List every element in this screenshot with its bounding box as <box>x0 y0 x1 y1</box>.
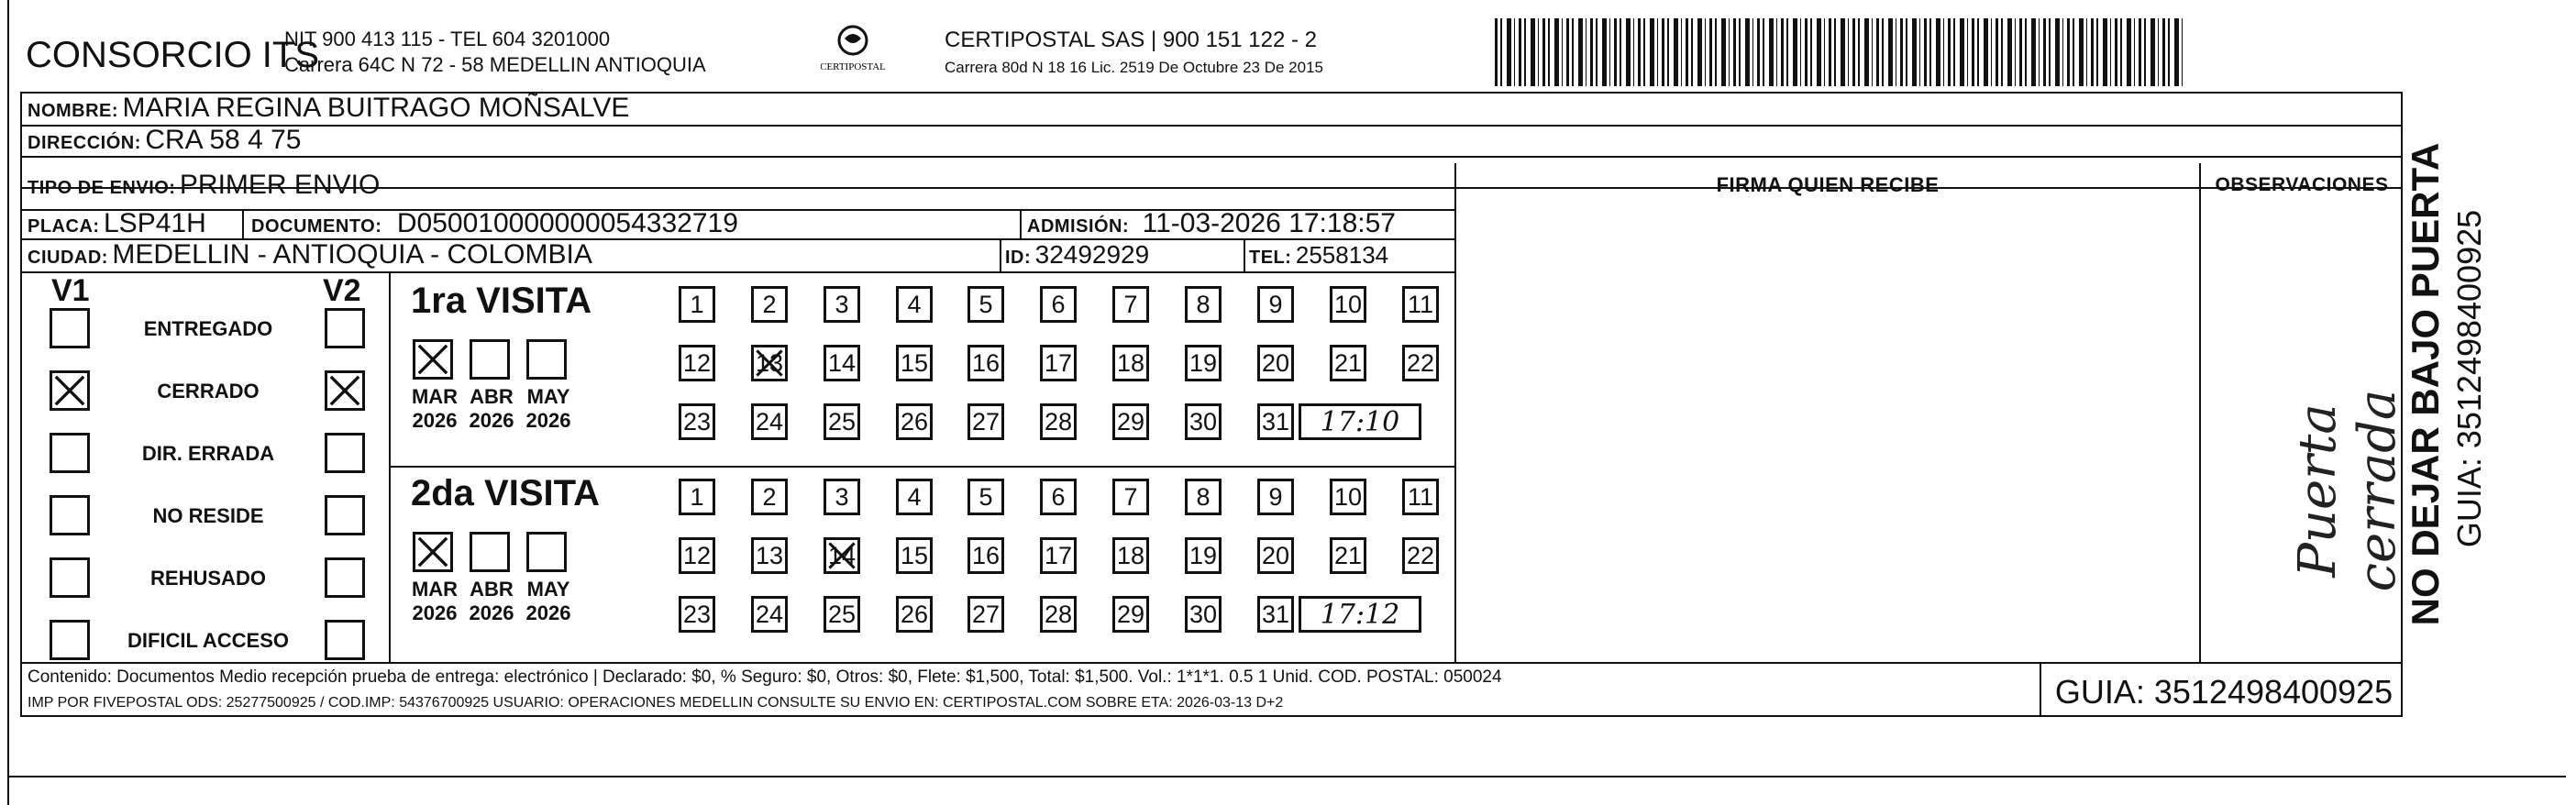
firma-divider <box>1454 163 1456 664</box>
day-number: 18 <box>1116 348 1145 377</box>
day-number: 14 <box>827 348 857 377</box>
day-box[interactable] <box>967 537 1004 574</box>
tipo-label: TIPO DE ENVIO: <box>28 178 176 198</box>
day-box[interactable] <box>751 403 788 440</box>
day-number: 10 <box>1333 290 1363 318</box>
day-number: 5 <box>978 482 993 511</box>
time-box[interactable] <box>1299 596 1421 633</box>
day-number: 7 <box>1123 290 1138 318</box>
day-box[interactable] <box>751 345 788 381</box>
day-box[interactable] <box>1257 537 1294 574</box>
day-number: 23 <box>682 407 712 436</box>
ciudad-row <box>28 240 592 274</box>
nombre-label: NOMBRE: <box>28 101 119 121</box>
day-box[interactable] <box>896 403 933 440</box>
month-name: MAY <box>526 578 570 601</box>
day-number: 8 <box>1196 290 1211 318</box>
day-number: 31 <box>1261 600 1290 628</box>
ciudad-label: CIUDAD: <box>28 248 108 268</box>
left-edge-line <box>7 0 9 805</box>
nombre-value: MARIA REGINA BUITRAGO MOÑSALVE <box>122 93 630 123</box>
day-box[interactable] <box>1185 345 1222 381</box>
month-name: ABR <box>470 385 514 408</box>
day-number: 26 <box>900 600 929 628</box>
month-checkbox[interactable] <box>526 339 567 380</box>
status-label: REHUSADO <box>150 567 266 590</box>
v1-label: V1 <box>51 273 90 308</box>
day-number: 4 <box>907 482 922 511</box>
tipo-value: PRIMER ENVIO <box>179 170 381 200</box>
month-name: MAY <box>526 385 570 408</box>
day-box[interactable] <box>1040 403 1077 440</box>
observaciones-divider <box>2199 163 2201 664</box>
day-box[interactable] <box>751 596 788 633</box>
status-label: NO RESIDE <box>152 504 264 527</box>
day-number: 1 <box>690 482 704 511</box>
status-label: DIFICIL ACCESO <box>127 629 289 652</box>
v2-checkbox[interactable] <box>325 495 365 535</box>
day-box[interactable] <box>1257 479 1294 515</box>
v1-checkbox[interactable] <box>50 620 90 660</box>
month-year: 2026 <box>525 409 571 432</box>
v2-label: V2 <box>323 273 361 308</box>
day-number: 6 <box>1051 290 1066 318</box>
day-number: 15 <box>900 348 929 377</box>
day-number: 18 <box>1116 541 1145 569</box>
id-row <box>1005 240 1149 274</box>
day-box[interactable] <box>824 345 860 381</box>
day-number: 14 <box>827 541 857 569</box>
day-number: 20 <box>1261 541 1290 569</box>
ciudad-value: MEDELLIN - ANTIOQUIA - COLOMBIA <box>112 239 592 270</box>
day-box[interactable] <box>1185 286 1222 323</box>
footer-guia: GUIA: 3512498400925 <box>2054 673 2394 711</box>
barcode <box>1495 18 2183 86</box>
day-box[interactable] <box>679 286 715 323</box>
day-number: 19 <box>1188 541 1218 569</box>
day-box[interactable] <box>1257 345 1294 381</box>
footer-line-2: IMP POR FIVEPOSTAL ODS: 25277500925 / COD.IMP: 54376700925 USUARIO: OPERACIONES MEDELLIN CONSULTE SU ENVIO EN: CERTIPOSTAL.COM SOBRE ETA: 2026-03-13 D+2 <box>28 695 1284 711</box>
id-value: 32492929 <box>1034 240 1150 269</box>
month-checkbox[interactable] <box>526 532 567 572</box>
company-line-2: Carrera 64C N 72 - 58 MEDELLIN ANTIOQUIA <box>284 53 706 76</box>
day-box[interactable] <box>1330 286 1366 323</box>
day-box[interactable] <box>1185 403 1222 440</box>
company-name: CONSORCIO ITS <box>26 35 320 75</box>
documento-value: D050010000000054332719 <box>396 208 738 238</box>
courier-line-2: Carrera 80d N 18 16 Lic. 2519 De Octubre 23 De 2015 <box>945 59 1323 76</box>
day-box[interactable] <box>1330 537 1366 574</box>
month-checkbox[interactable] <box>470 532 510 572</box>
month-checkbox[interactable] <box>413 339 453 380</box>
v2-checkbox[interactable] <box>325 370 365 411</box>
firma-label: FIRMA QUIEN RECIBE <box>1716 173 1940 196</box>
day-number: 29 <box>1116 407 1145 436</box>
day-box[interactable] <box>679 596 715 633</box>
v1-checkbox[interactable] <box>50 495 90 535</box>
month-label <box>405 385 464 433</box>
tel-value: 2558134 <box>1295 241 1389 269</box>
guia-divider <box>2040 662 2041 717</box>
x-mark-icon <box>754 347 785 379</box>
day-number: 6 <box>1051 482 1066 511</box>
day-number: 22 <box>1406 541 1435 569</box>
courier-line-1: CERTIPOSTAL SAS | 900 151 122 - 2 <box>945 28 1317 52</box>
day-box[interactable] <box>1040 286 1077 323</box>
tel-row <box>1249 240 1388 274</box>
admision-row <box>1027 209 1396 243</box>
day-box[interactable] <box>896 286 933 323</box>
month-label <box>519 578 578 625</box>
day-box[interactable] <box>1112 596 1149 633</box>
day-box[interactable] <box>1112 479 1149 515</box>
direccion-label: DIRECCIÓN: <box>28 133 141 153</box>
day-box[interactable] <box>824 596 860 633</box>
month-name: MAR <box>411 385 459 408</box>
month-year: 2026 <box>412 409 458 432</box>
side-guia: GUIA: 3512498400925 <box>2450 209 2488 548</box>
day-number: 21 <box>1333 348 1363 377</box>
observaciones-label: OBSERVACIONES <box>2215 174 2389 195</box>
x-mark-icon <box>415 342 450 377</box>
second-visit-title: 2da VISITA <box>411 473 600 513</box>
day-number: 30 <box>1188 600 1218 628</box>
day-box[interactable] <box>1185 479 1222 515</box>
day-box[interactable] <box>679 345 715 381</box>
v1-checkbox[interactable] <box>50 370 90 411</box>
month-year: 2026 <box>469 601 514 624</box>
month-label <box>462 385 521 433</box>
day-box[interactable] <box>751 286 788 323</box>
day-number: 20 <box>1261 348 1290 377</box>
admision-label: ADMISIÓN: <box>1027 216 1130 237</box>
day-box[interactable] <box>896 479 933 515</box>
no-dejar-bajo-puerta: NO DEJAR BAJO PUERTA <box>2404 142 2447 626</box>
day-number: 24 <box>755 407 784 436</box>
day-number: 2 <box>762 482 777 511</box>
day-box[interactable] <box>896 345 933 381</box>
tipo-row <box>28 165 380 210</box>
month-name: ABR <box>470 578 514 601</box>
id-label: ID: <box>1005 248 1032 268</box>
day-number: 11 <box>1407 290 1434 318</box>
day-box[interactable] <box>1402 537 1439 574</box>
day-box[interactable] <box>1257 286 1294 323</box>
day-number: 22 <box>1406 348 1435 377</box>
day-box[interactable] <box>967 286 1004 323</box>
day-box[interactable] <box>751 537 788 574</box>
id-divider <box>1000 238 1001 271</box>
day-box[interactable] <box>1112 345 1149 381</box>
status-label: ENTREGADO <box>143 317 273 340</box>
day-number: 28 <box>1044 407 1073 436</box>
day-number: 13 <box>755 541 784 569</box>
day-box[interactable] <box>967 345 1004 381</box>
v2-checkbox[interactable] <box>325 557 365 598</box>
logo-text: CERTIPOSTAL <box>821 61 885 72</box>
time-handwritten: 17:10 <box>1320 405 1400 438</box>
day-number: 10 <box>1333 482 1363 511</box>
day-number: 24 <box>755 600 784 628</box>
day-number: 16 <box>971 348 1001 377</box>
month-name: MAR <box>411 578 459 601</box>
month-checkbox[interactable] <box>470 339 510 380</box>
day-box[interactable] <box>1112 403 1149 440</box>
v2-checkbox[interactable] <box>325 308 365 348</box>
bottom-edge-line <box>7 776 2566 777</box>
company-line-1: NIT 900 413 115 - TEL 604 3201000 <box>284 28 611 50</box>
day-box[interactable] <box>824 537 860 574</box>
placa-row <box>28 209 206 243</box>
nombre-row <box>28 92 629 129</box>
time-handwritten: 17:12 <box>1320 598 1400 631</box>
day-box[interactable] <box>896 537 933 574</box>
day-box[interactable] <box>751 479 788 515</box>
month-checkbox[interactable] <box>413 532 453 572</box>
documento-row <box>251 209 738 243</box>
day-number: 9 <box>1268 482 1283 511</box>
x-mark-icon <box>826 540 857 571</box>
status-label: DIR. ERRADA <box>141 442 275 465</box>
footer-line <box>20 662 2403 664</box>
day-number: 17 <box>1044 541 1073 569</box>
day-box[interactable] <box>824 286 860 323</box>
day-number: 29 <box>1116 600 1145 628</box>
tel-label: TEL: <box>1249 248 1292 268</box>
day-box[interactable] <box>1040 537 1077 574</box>
visit-split-line <box>389 466 1456 468</box>
day-box[interactable] <box>1330 479 1366 515</box>
month-label <box>405 578 464 625</box>
day-number: 5 <box>978 290 993 318</box>
day-number: 11 <box>1407 482 1434 511</box>
day-number: 4 <box>907 290 922 318</box>
day-box[interactable] <box>1112 286 1149 323</box>
status-label: CERRADO <box>157 380 260 402</box>
day-box[interactable] <box>1112 537 1149 574</box>
direccion-row <box>28 125 301 160</box>
day-box[interactable] <box>824 403 860 440</box>
v1-checkbox[interactable] <box>50 557 90 598</box>
day-number: 23 <box>682 600 712 628</box>
row-line <box>20 156 2403 158</box>
day-number: 9 <box>1268 290 1283 318</box>
day-number: 1 <box>690 290 704 318</box>
v1-checkbox[interactable] <box>50 433 90 473</box>
day-box[interactable] <box>1040 345 1077 381</box>
day-box[interactable] <box>1185 596 1222 633</box>
day-number: 12 <box>682 541 712 569</box>
month-year: 2026 <box>469 409 514 432</box>
day-number: 21 <box>1333 541 1363 569</box>
day-box[interactable] <box>824 479 860 515</box>
day-box[interactable] <box>679 479 715 515</box>
day-box[interactable] <box>1402 345 1439 381</box>
day-box[interactable] <box>1257 596 1294 633</box>
day-number: 19 <box>1188 348 1218 377</box>
day-box[interactable] <box>1257 403 1294 440</box>
day-box[interactable] <box>1402 286 1439 323</box>
day-box[interactable] <box>967 596 1004 633</box>
day-number: 2 <box>762 290 777 318</box>
day-box[interactable] <box>967 479 1004 515</box>
day-box[interactable] <box>1040 479 1077 515</box>
v2-checkbox[interactable] <box>325 433 365 473</box>
month-label <box>519 385 578 433</box>
day-number: 25 <box>827 600 857 628</box>
day-number: 26 <box>900 407 929 436</box>
month-year: 2026 <box>525 601 571 624</box>
tel-divider <box>1244 238 1245 271</box>
time-box[interactable] <box>1299 403 1421 440</box>
placa-divider <box>242 209 244 238</box>
day-number: 27 <box>971 600 1001 628</box>
day-number: 17 <box>1044 348 1073 377</box>
day-number: 13 <box>755 348 784 377</box>
day-box[interactable] <box>1402 479 1439 515</box>
day-box[interactable] <box>1185 537 1222 574</box>
placa-label: PLACA: <box>28 216 100 237</box>
day-number: 8 <box>1196 482 1211 511</box>
footer-line-1: Contenido: Documentos Medio recepción prueba de entrega: electrónico | Declarado: $0, % Seguro: $0, Otros: $0, Flete: $1,500, Total: $1,500. Vol.: 1*1*1. 0.5 1 Unid. COD. POSTAL: 050024 <box>28 667 1502 687</box>
v2-checkbox[interactable] <box>325 620 365 660</box>
day-number: 7 <box>1123 482 1138 511</box>
certipostal-logo <box>821 24 885 79</box>
day-box[interactable] <box>679 537 715 574</box>
x-mark-icon <box>327 373 362 408</box>
documento-label: DOCUMENTO: <box>251 216 382 237</box>
v1-checkbox[interactable] <box>50 308 90 348</box>
day-number: 25 <box>827 407 857 436</box>
x-mark-icon <box>415 535 450 569</box>
day-box[interactable] <box>967 403 1004 440</box>
day-number: 16 <box>971 541 1001 569</box>
day-number: 12 <box>682 348 712 377</box>
x-mark-icon <box>52 373 87 408</box>
day-number: 27 <box>971 407 1001 436</box>
day-number: 30 <box>1188 407 1218 436</box>
month-year: 2026 <box>412 601 458 624</box>
day-number: 31 <box>1261 407 1290 436</box>
direccion-value: CRA 58 4 75 <box>145 125 302 155</box>
day-box[interactable] <box>1330 345 1366 381</box>
day-box[interactable] <box>679 403 715 440</box>
day-number: 3 <box>835 482 849 511</box>
day-number: 28 <box>1044 600 1073 628</box>
day-box[interactable] <box>1040 596 1077 633</box>
observaciones-handwriting: Puerta cerrada <box>2288 389 2407 592</box>
first-visit-title: 1ra VISITA <box>411 281 592 321</box>
day-number: 15 <box>900 541 929 569</box>
admision-divider <box>1020 209 1022 238</box>
month-label <box>462 578 521 625</box>
admision-value: 11-03-2026 17:18:57 <box>1142 208 1396 238</box>
placa-value: LSP41H <box>104 208 206 238</box>
day-number: 3 <box>835 290 849 318</box>
day-box[interactable] <box>896 596 933 633</box>
